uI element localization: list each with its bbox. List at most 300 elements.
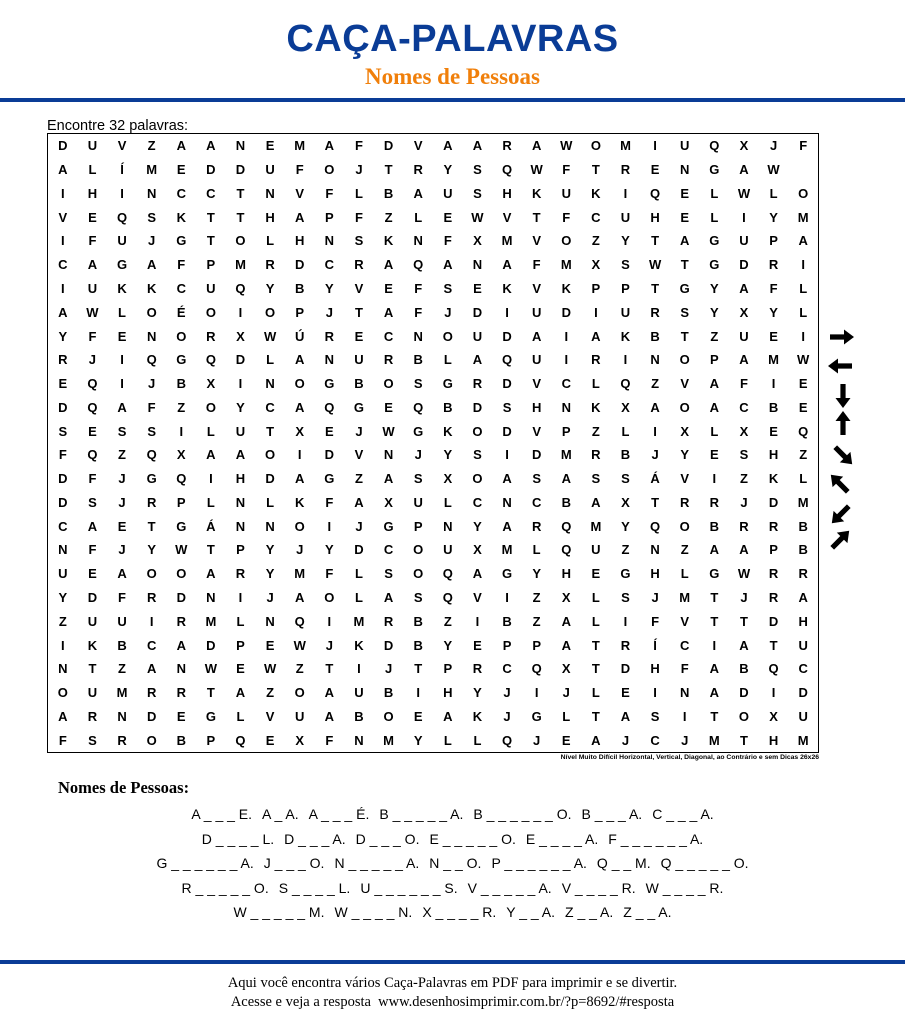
grid-letter: Q	[146, 352, 157, 368]
grid-letter: R	[146, 685, 157, 701]
grid-letter: G	[176, 233, 187, 249]
grid-letter: R	[768, 257, 779, 273]
grid-letter: O	[294, 518, 305, 534]
grid-letter: I	[327, 518, 332, 534]
grid-letter: U	[87, 280, 98, 296]
grid-letter: X	[236, 328, 245, 344]
grid-letter: I	[653, 423, 657, 439]
grid-letter: H	[531, 399, 542, 415]
grid-letter: R	[354, 257, 364, 273]
grid-letter: Q	[650, 518, 661, 534]
grid-letter: J	[651, 447, 659, 463]
grid-letter: X	[680, 423, 690, 439]
grid-letter: F	[88, 328, 97, 344]
grid-letter: U	[87, 138, 98, 154]
grid-letter: Q	[561, 542, 572, 558]
grid-letter: Y	[532, 566, 541, 582]
grid-letter: W	[86, 304, 99, 320]
grid-letter: C	[502, 661, 512, 677]
grid-letter: R	[650, 304, 660, 320]
hint-line	[40, 876, 865, 901]
word-hint: N _ _ _ _ _ A.	[334, 855, 420, 871]
grid-letter: C	[176, 280, 186, 296]
grid-letter: C	[739, 399, 749, 415]
grid-letter: A	[58, 304, 68, 320]
grid-letter: T	[651, 280, 660, 296]
grid-letter: R	[768, 566, 779, 582]
grid-letter: D	[58, 471, 68, 487]
grid-letter: L	[354, 589, 363, 605]
grid-letter: Y	[265, 542, 275, 558]
grid-letter: M	[146, 162, 158, 178]
grid-letter: G	[709, 566, 720, 582]
grid-letter: W	[797, 352, 810, 368]
grid-letter: P	[236, 542, 245, 558]
grid-letter: I	[564, 328, 569, 344]
grid-letter: Z	[177, 399, 186, 415]
grid-letter: Y	[473, 518, 482, 534]
grid-letter: I	[209, 471, 213, 487]
grid-letter: Z	[532, 613, 541, 629]
grid-letter: A	[206, 566, 216, 582]
grid-letter: F	[88, 542, 97, 558]
word-hint: W _ _ _ _ R.	[645, 879, 724, 896]
grid-letter: N	[650, 542, 660, 558]
grid-letter: R	[472, 661, 483, 677]
grid-letter: D	[739, 257, 749, 273]
grid-letter: N	[680, 162, 690, 178]
grid-letter: L	[206, 423, 215, 439]
grid-letter: A	[798, 233, 808, 249]
grid-letter: U	[295, 708, 305, 724]
grid-letter: O	[413, 566, 424, 582]
grid-letter: W	[530, 162, 543, 178]
grid-letter: A	[472, 138, 483, 154]
grid-letter: A	[472, 566, 483, 582]
grid-letter: R	[472, 376, 483, 392]
grid-letter: S	[680, 304, 690, 320]
grid-letter: O	[265, 447, 276, 463]
grid-letter: H	[650, 566, 660, 582]
grid-letter: D	[798, 685, 808, 701]
grid-letter: X	[561, 661, 571, 677]
grid-letter: Z	[799, 447, 808, 463]
grid-letter: R	[798, 566, 808, 582]
instruction-text: Encontre 32 palavras:	[47, 118, 189, 134]
grid-letter: K	[295, 494, 305, 510]
grid-letter: L	[443, 352, 452, 368]
grid-letter: T	[680, 328, 689, 344]
grid-letter: Í	[653, 637, 657, 653]
grid-letter: L	[621, 423, 630, 439]
grid-letter: A	[87, 257, 98, 273]
grid-letter: R	[58, 352, 68, 368]
grid-letter: U	[798, 708, 808, 724]
grid-letter: F	[118, 589, 126, 605]
grid-letter: N	[265, 376, 275, 392]
grid-letter: S	[413, 589, 423, 605]
grid-letter: F	[88, 233, 97, 249]
difficulty-note: Nível Muito Difícil Horizontal, Vertical, Diagonal, ao Contrário e sem Dicas 26x26	[560, 754, 819, 761]
grid-letter: A	[739, 352, 749, 368]
grid-letter: Í	[120, 162, 124, 178]
grid-letter: A	[709, 542, 720, 558]
grid-letter: N	[650, 352, 660, 368]
grid-letter: U	[620, 304, 631, 320]
grid-letter: A	[561, 637, 571, 653]
grid-letter: J	[444, 304, 452, 320]
grid-letter: X	[591, 257, 601, 273]
grid-letter: B	[443, 399, 453, 415]
grid-letter: V	[532, 376, 541, 392]
grid-letter: L	[562, 708, 571, 724]
grid-letter: U	[413, 494, 423, 510]
grid-letter: G	[413, 423, 424, 439]
grid-letter: O	[679, 352, 690, 368]
word-hint: W _ _ _ _ _ M.	[233, 904, 325, 920]
grid-letter: I	[327, 613, 332, 629]
grid-letter: S	[473, 185, 482, 201]
word-hint: N _ _ O.	[429, 855, 482, 871]
grid-letter: A	[117, 399, 127, 415]
grid-letter: E	[176, 162, 186, 178]
grid-letter: L	[710, 423, 719, 439]
grid-letter: P	[532, 637, 541, 653]
grid-letter: L	[206, 494, 215, 510]
grid-letter: I	[120, 376, 124, 392]
grid-letter: L	[443, 494, 452, 510]
grid-letter: G	[709, 233, 720, 249]
grid-letter: X	[473, 542, 482, 558]
grid-letter: V	[354, 447, 364, 463]
grid-letter: P	[621, 280, 630, 296]
grid-letter: P	[502, 637, 512, 653]
grid-letter: X	[561, 589, 571, 605]
grid-letter: G	[324, 471, 335, 487]
footer-line-2: Acesse e veja a resposta www.desenhosimprimir.com.br/?p=8692/#resposta	[230, 994, 675, 1010]
grid-letter: M	[501, 233, 513, 249]
grid-letter: Y	[680, 447, 690, 463]
word-hint: B _ _ _ _ _ A.	[379, 806, 464, 822]
grid-letter: R	[383, 613, 394, 629]
grid-letter: H	[768, 447, 779, 463]
grid-letter: P	[769, 233, 778, 249]
grid-letter: Y	[325, 280, 334, 296]
grid-letter: C	[472, 494, 483, 510]
grid-letter: E	[710, 447, 719, 463]
grid-letter: L	[591, 613, 600, 629]
grid-letter: D	[502, 423, 512, 439]
grid-letter: T	[354, 304, 363, 320]
grid-letter: E	[58, 376, 68, 392]
grid-letter: G	[324, 376, 335, 392]
grid-letter: E	[561, 732, 571, 748]
grid-letter: P	[710, 352, 719, 368]
grid-letter: K	[531, 185, 542, 201]
grid-letter: M	[560, 257, 572, 273]
grid-letter: P	[591, 280, 601, 296]
grid-letter: G	[353, 399, 365, 415]
grid-letter: Z	[147, 138, 156, 154]
grid-letter: J	[325, 304, 333, 320]
grid-letter: Q	[116, 209, 128, 225]
grid-letter: A	[206, 138, 216, 154]
grid-letter: X	[739, 423, 749, 439]
grid-letter: B	[561, 494, 571, 510]
grid-letter: C	[206, 185, 216, 201]
grid-letter: Z	[384, 209, 393, 225]
word-hint: E _ _ _ _ A.	[525, 830, 599, 847]
grid-letter: E	[798, 399, 808, 415]
grid-letter: B	[176, 376, 186, 392]
grid-letter: O	[383, 708, 394, 724]
grid-letter: R	[531, 518, 542, 534]
grid-letter: F	[58, 447, 67, 463]
grid-letter: E	[88, 566, 97, 582]
grid-letter: J	[296, 542, 304, 558]
grid-letter: O	[324, 589, 335, 605]
grid-letter: O	[679, 518, 690, 534]
grid-letter: D	[58, 494, 68, 510]
grid-letter: E	[413, 708, 423, 724]
grid-letter: I	[623, 352, 628, 368]
grid-letter: G	[679, 280, 690, 296]
grid-letter: U	[531, 352, 542, 368]
grid-letter: M	[501, 542, 513, 558]
grid-letter: R	[680, 494, 690, 510]
grid-letter: K	[561, 280, 571, 296]
grid-letter: Q	[294, 613, 305, 629]
grid-letter: S	[502, 399, 512, 415]
grid-letter: P	[206, 257, 216, 273]
grid-letter: Y	[325, 542, 334, 558]
grid-letter: A	[295, 209, 305, 225]
word-hint: J _ _ _ O.	[263, 855, 325, 871]
grid-letter: S	[650, 708, 660, 724]
grid-letter: B	[709, 518, 720, 534]
grid-letter: A	[354, 494, 364, 510]
grid-letter: U	[739, 328, 749, 344]
grid-letter: O	[472, 471, 483, 487]
grid-letter: B	[413, 352, 423, 368]
grid-letter: H	[650, 661, 660, 677]
grid-letter: J	[621, 732, 630, 748]
grid-letter: O	[442, 328, 453, 344]
grid-letter: I	[623, 185, 628, 201]
grid-letter: J	[355, 162, 363, 178]
grid-letter: O	[294, 376, 305, 392]
footer-line-1: Aqui você encontra vários Caça-Palavras em PDF para imprimir e se divertir.	[227, 975, 678, 991]
grid-letter: D	[176, 589, 186, 605]
grid-letter: N	[146, 328, 157, 344]
grid-letter: K	[383, 233, 394, 249]
grid-letter: N	[472, 257, 483, 273]
grid-letter: O	[798, 185, 809, 201]
grid-letter: M	[708, 732, 720, 748]
grid-letter: Y	[443, 637, 453, 653]
grid-letter: A	[591, 328, 601, 344]
grid-letter: T	[147, 518, 156, 534]
grid-letter: I	[505, 304, 509, 320]
grid-letter: B	[383, 185, 394, 201]
grid-letter: Q	[501, 162, 513, 178]
grid-letter: J	[562, 685, 570, 701]
grid-letter: E	[680, 185, 690, 201]
arrow-left-icon	[828, 359, 852, 374]
grid-letter: V	[502, 209, 512, 225]
grid-letter: A	[324, 708, 335, 724]
grid-letter: A	[146, 257, 157, 273]
grid-letter: O	[176, 566, 187, 582]
bottom-divider	[0, 960, 905, 964]
grid-letter: W	[767, 162, 780, 178]
grid-letter: Q	[413, 399, 424, 415]
grid-letter: A	[591, 732, 601, 748]
grid-letter: T	[739, 613, 748, 629]
grid-letter: Y	[621, 518, 630, 534]
grid-letter: H	[265, 209, 275, 225]
grid-letter: U	[206, 280, 216, 296]
grid-letter: Z	[710, 328, 719, 344]
grid-letter: X	[443, 471, 453, 487]
grid-letter: I	[594, 304, 598, 320]
grid-letter: G	[176, 352, 187, 368]
grid-letter: S	[58, 423, 68, 439]
arrow-down-left-icon	[827, 501, 855, 529]
grid-letter: J	[355, 423, 363, 439]
grid-letter: S	[473, 162, 482, 178]
grid-letter: Q	[650, 185, 661, 201]
grid-letter: O	[413, 542, 424, 558]
grid-letter: P	[769, 542, 778, 558]
word-hint: U _ _ _ _ _ _ S.	[360, 879, 458, 896]
grid-letter: E	[176, 708, 186, 724]
grid-letter: R	[620, 637, 631, 653]
grid-letter: U	[620, 209, 631, 225]
grid-letter: S	[739, 447, 749, 463]
grid-letter: J	[769, 138, 778, 154]
grid-letter: T	[325, 661, 334, 677]
grid-letter: O	[235, 233, 246, 249]
grid-letter: V	[532, 233, 541, 249]
grid-letter: D	[235, 162, 246, 178]
grid-letter: A	[295, 589, 305, 605]
grid-letter: Z	[443, 613, 452, 629]
grid-letter: E	[384, 399, 393, 415]
grid-letter: N	[58, 661, 68, 677]
grid-letter: C	[146, 637, 157, 653]
word-hint: D _ _ _ _ L.	[201, 830, 275, 847]
grid-letter: D	[383, 138, 394, 154]
word-hint: B _ _ _ _ _ _ O.	[473, 806, 572, 822]
grid-letter: D	[295, 257, 305, 273]
arrow-right-icon	[830, 330, 854, 345]
grid-letter: I	[801, 328, 805, 344]
word-hint: F _ _ _ _ _ _ A.	[608, 830, 704, 847]
grid-letter: N	[206, 589, 216, 605]
grid-letter: L	[473, 732, 482, 748]
grid-letter: Á	[650, 471, 660, 487]
grid-letter: K	[146, 280, 157, 296]
grid-letter: E	[384, 280, 393, 296]
grid-letter: W	[471, 209, 484, 225]
grid-letter: V	[117, 138, 127, 154]
grid-letter: M	[797, 209, 809, 225]
grid-letter: N	[324, 233, 335, 249]
grid-letter: R	[591, 352, 601, 368]
grid-letter: B	[768, 399, 779, 415]
grid-letter: É	[176, 304, 186, 320]
grid-letter: I	[771, 685, 776, 701]
grid-letter: Y	[443, 447, 453, 463]
grid-letter: A	[295, 352, 305, 368]
grid-letter: F	[680, 661, 689, 677]
grid-letter: A	[324, 685, 335, 701]
grid-letter: W	[648, 257, 662, 273]
grid-letter: J	[148, 376, 156, 392]
grid-letter: Y	[147, 542, 156, 558]
grid-letter: M	[797, 494, 809, 510]
grid-letter: P	[295, 304, 305, 320]
grid-letter: W	[293, 637, 306, 653]
grid-letter: I	[60, 280, 65, 296]
grid-letter: F	[414, 280, 423, 296]
grid-letter: Y	[621, 233, 630, 249]
grid-letter: X	[206, 376, 216, 392]
grid-letter: U	[87, 613, 98, 629]
grid-letter: B	[620, 447, 631, 463]
grid-letter: O	[383, 376, 394, 392]
grid-letter: H	[798, 613, 808, 629]
hint-line	[40, 900, 865, 925]
grid-letter: A	[709, 399, 720, 415]
grid-letter: T	[236, 209, 245, 225]
grid-letter: K	[354, 637, 364, 653]
grid-letter: X	[621, 399, 630, 415]
grid-letter: L	[88, 162, 97, 178]
grid-letter: S	[532, 471, 541, 487]
grid-letter: I	[60, 185, 65, 201]
grid-letter: J	[740, 589, 748, 605]
grid-letter: I	[60, 233, 65, 249]
word-hint: X _ _ _ _ R.	[422, 904, 497, 920]
grid-letter: Q	[561, 518, 572, 534]
grid-letter: Q	[442, 589, 453, 605]
grid-letter: M	[560, 447, 572, 463]
grid-letter: J	[88, 352, 97, 368]
hint-line	[40, 802, 865, 827]
grid-letter: R	[176, 685, 186, 701]
grid-letter: T	[651, 233, 660, 249]
grid-letter: A	[531, 138, 542, 154]
grid-letter: L	[414, 209, 423, 225]
grid-letter: Y	[265, 280, 275, 296]
grid-letter: K	[87, 637, 98, 653]
grid-letter: D	[87, 589, 98, 605]
grid-letter: X	[295, 423, 305, 439]
grid-letter: T	[384, 162, 393, 178]
grid-letter: B	[295, 280, 305, 296]
grid-letter: N	[413, 233, 423, 249]
grid-letter: S	[117, 423, 127, 439]
grid-letter: N	[176, 661, 186, 677]
grid-letter: Z	[118, 661, 126, 677]
grid-letter: W	[263, 661, 277, 677]
grid-letter: Q	[205, 352, 216, 368]
grid-letter: Q	[531, 661, 542, 677]
grid-letter: I	[505, 447, 509, 463]
grid-letter: V	[680, 471, 690, 487]
